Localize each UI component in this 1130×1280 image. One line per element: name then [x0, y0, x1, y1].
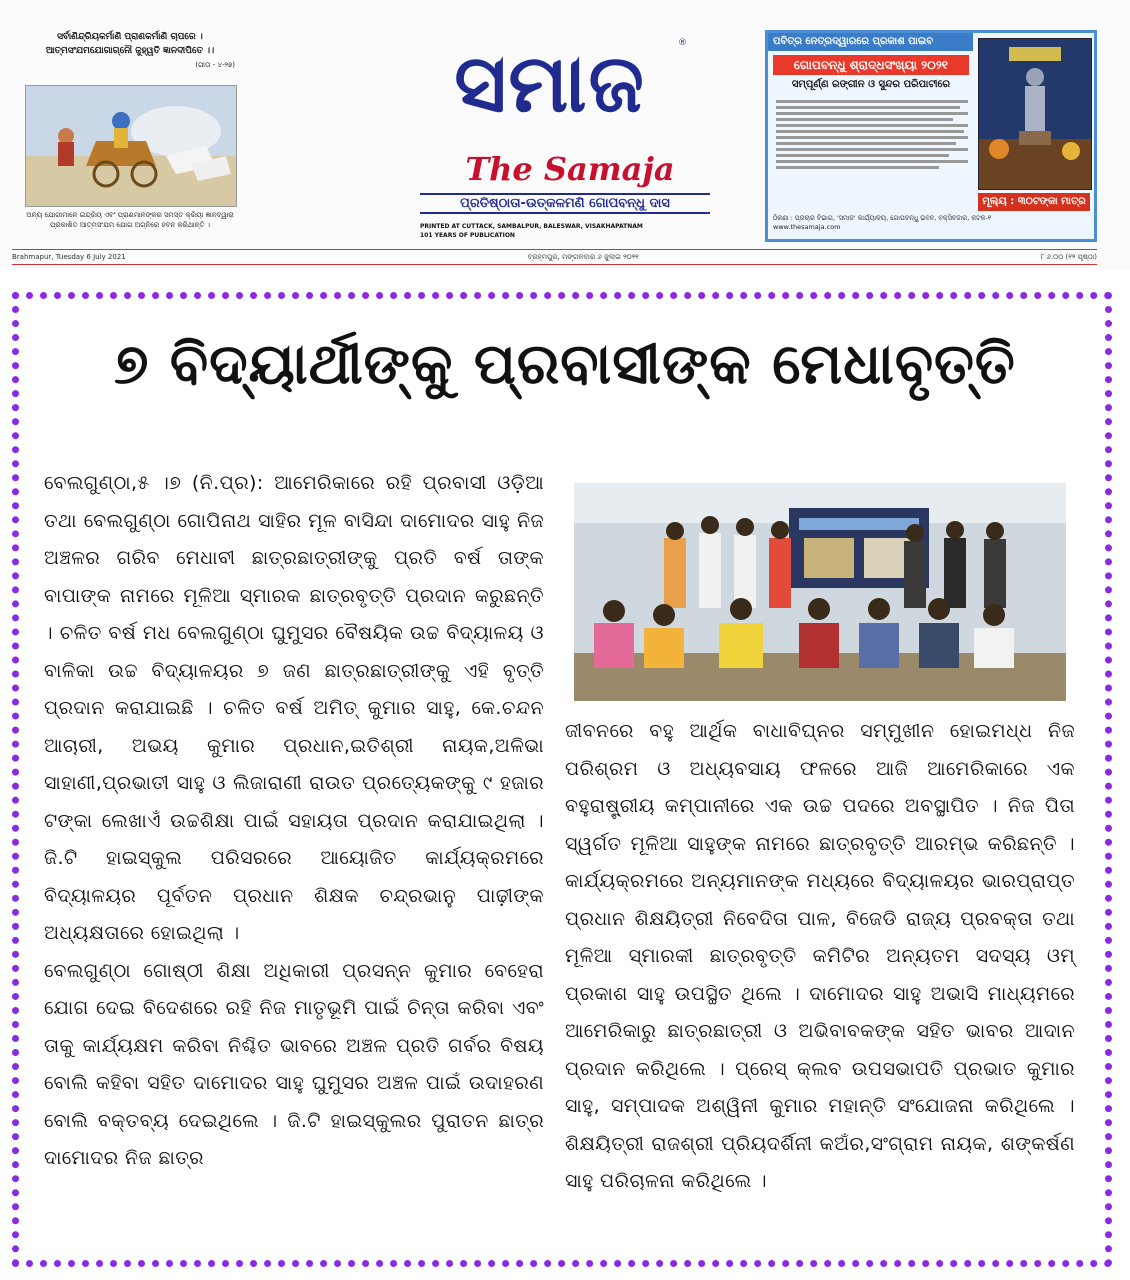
- years-of-publication: 101 YEARS OF PUBLICATION: [420, 232, 515, 239]
- article-paragraph: ବେଲଗୁଣ୍ଠା ଗୋଷ୍ଠୀ ଶିକ୍ଷା ଅଧିକାରୀ ପ୍ରସନ୍ନ କୁମାର ବେହେରା ଯୋଗ ଦେଇ ବିଦେଶରେ ରହି ନିଜ ମାତୃଭୂମି ପାଇଁ ଚିନ୍ତା କରିବା ଏବଂ ତାକୁ କାର୍ଯ୍ୟକ୍ଷମ କରିବା ନିଶ୍ଚିତ ଭାବରେ ଅଞ୍ଚଳ ପ୍ରତି ଗର୍ବର ବିଷୟ ବୋଲି କହିବା ସହିତ ଦାମୋଦର ସାହୁ ଘୁମୁସର ଅଞ୍ଚଳ ପାଇଁ ଉଦାହରଣ ବୋଲି ବକ୍ତବ୍ୟ ଦେଇଥିଲେ । ଜି.ଟି ହାଇସ୍କୁଲର ପୁରାତନ ଛାତ୍ର ଦାମୋଦର ନିଜ ଛାତ୍ର: [44, 959, 544, 1169]
- quote-reference: (ଗୀତା - ୪-୨୭): [195, 61, 235, 69]
- masthead: [0, 0, 1130, 270]
- registered-mark: ®: [678, 38, 687, 48]
- price-pages: ୮ ୬.୦୦ (୧୨ ପୃଷ୍ଠା): [1040, 253, 1097, 261]
- ad-price: ମୂଲ୍ୟ : ୩୦ଟଙ୍କା ମାତ୍ର: [978, 193, 1090, 211]
- gopabandhu-statue-cover: [978, 38, 1092, 190]
- quote-line-2: ଆତ୍ମସଂଯମଯୋଗାଗ୍ନୌ ଜୁହ୍ୱତି ଜ୍ଞାନଦୀପିତେ ।।: [45, 46, 215, 56]
- ad-body-text: [776, 97, 968, 172]
- dateline-strip: [12, 249, 1097, 265]
- quote-line-1: ସର୍ବାଣିନ୍ଦ୍ରିୟକର୍ମାଣି ପ୍ରାଣକର୍ମାଣି ଚାପରେ ।: [57, 32, 203, 42]
- ad-subtitle: ସମ୍ପୂର୍ଣ୍ଣ ରଙ୍ଗୀନ ଓ ସୁନ୍ଦର ପରିପାଟୀରେ: [791, 79, 951, 90]
- ad-contact: [773, 214, 1089, 232]
- ad-website: www.thesamaja.com: [773, 223, 841, 231]
- newspaper-logo-english: The Samaja: [465, 150, 675, 188]
- article-headline: ୭ ବିଦ୍ୟାର୍ଥୀଙ୍କୁ ପ୍ରବାସୀଙ୍କ ମେଧାବୃତ୍ତି: [114, 332, 1016, 397]
- ceremony-photo-svg: [574, 483, 1066, 701]
- ad-title: ଗୋପବନ୍ଧୁ ଶ୍ରାଦ୍ଧସଂଖ୍ୟା ୨୦୨୧: [773, 55, 969, 75]
- statue-cover-svg: [979, 39, 1091, 189]
- article-paragraph: ଜୀବନରେ ବହୁ ଆର୍ଥିକ ବାଧାବିଘ୍ନର ସମ୍ମୁଖୀନ ହୋଇମଧ୍ଧ ନିଜ ପରିଶ୍ରମ ଓ ଅଧ୍ୟବସାୟ ଫଳରେ ଆଜି ଆମେରିକାରେ ଏକ ବହୁରାଷ୍ଟ୍ରୀୟ କମ୍ପାନୀରେ ଏକ ଉଚ୍ଚ ପଦରେ ଅବସ୍ଥାପିତ । ନିଜ ପିତା ସ୍ୱର୍ଗତ ମୂଳିଆ ସାହୁଙ୍କ ନାମରେ ଛାତ୍ରବୃତ୍ତି ଆରମ୍ଭ କରିଛନ୍ତି । କାର୍ଯ୍ୟକ୍ରମରେ ଅନ୍ୟମାନଙ୍କ ମଧ୍ୟରେ ବିଦ୍ୟାଳୟର ଭାରପ୍ରାପ୍ତ ପ୍ରଧାନ ଶିକ୍ଷୟିତ୍ରୀ ନିବେଦିତା ପାଳ, ବିଜେଡି ରାଜ୍ୟ ପ୍ରବକ୍ତା ତଥା ମୂଳିଆ ସ୍ମାରକୀ ଛାତ୍ରବୃତ୍ତି କମିଟିର ଅନ୍ୟତମ ସଦସ୍ୟ ଓମ୍ ପ୍ରକାଶ ସାହୁ ଉପସ୍ଥିତ ଥିଲେ । ଦାମୋଦର ସାହୁ ଅଭାସି ମାଧ୍ୟମରେ ଆମେରିକାରୁ ଛାତ୍ରଛାତ୍ରୀ ଓ ଅଭିବାବକଙ୍କ ସହିତ ଭାବର ଆଦାନ ପ୍ରଦାନ କରିଥିଲେ । ପ୍ରେସ୍ କ୍ଲବ ଉପସଭାପତି ପ୍ରଭାତ କୁମାର ସାହୁ, ସମ୍ପାଦକ ଅଶ୍ୱିନୀ କୁମାର ମହାନ୍ତି ସଂଯୋଜନା କରିଥିଲେ । ଶିକ୍ଷୟିତ୍ରୀ ରାଜଶ୍ରୀ ପ୍ରିୟଦର୍ଶିନୀ କଅଁର,ସଂଗ୍ରାମ ନାୟକ, ଶଙ୍କର୍ଷଣ ସାହୁ ପରିଚାଳନା କରିଥିଲେ ।: [565, 720, 1075, 1192]
- scholarship-ceremony-photo: [574, 483, 1066, 701]
- ad-topline: ପବିତ୍ର ନେତ୍ରଦ୍ୱାରରେ ପ୍ରକାଶ ପାଇବ: [768, 33, 973, 51]
- gita-quote: [25, 30, 235, 72]
- dateline-english: Brahmapur, Tuesday 6 July 2021: [12, 253, 126, 261]
- article-paragraph: ବେଲଗୁଣ୍ଠା,୫ ।୭ (ନି.ପ୍ର): ଆମେରିକାରେ ରହି ପ୍ରବାସୀ ଓଡ଼ିଆ ତଥା ବେଲଗୁଣ୍ଠା ଗୋପିନାଥ ସାହିର ମୂଳ ବାସିନ୍ଦା ଦାମୋଦର ସାହୁ ନିଜ ଅଞ୍ଚଳର ଗରିବ ମେଧାବୀ ଛାତ୍ରଛାତ୍ରୀଙ୍କୁ ପ୍ରତି ବର୍ଷ ତାଙ୍କ ବାପାଙ୍କ ନାମରେ ମୂଳିଆ ସ୍ମାରକ ଛାତ୍ରବୃତ୍ତି ପ୍ରଦାନ କରୁଛନ୍ତି । ଚଳିତ ବର୍ଷ ମଧ ବେଲଗୁଣ୍ଠା ଘୁମୁସର ବୈଷୟିକ ଉଚ୍ଚ ବିଦ୍ୟାଳୟ ଓ ବାଳିକା ଉଚ୍ଚ ବିଦ୍ୟାଳୟର ୭ ଜଣ ଛାତ୍ରଛାତ୍ରୀଙ୍କୁ ଏହି ବୃତ୍ତି ପ୍ରଦାନ କରାଯାଇଛି । ଚଳିତ ବର୍ଷ ଅମିତ୍ କୁମାର ସାହୁ, କେ.ଚନ୍ଦନ ଆଚାରୀ, ଅଭୟ କୁମାର ପ୍ରଧାନ,ଇତିଶ୍ରୀ ନାୟକ,ଅଳିଭା ସାହାଣୀ,ପ୍ରଭାତୀ ସାହୁ ଓ ଲିଜାରାଣୀ ରାଉତ ପ୍ରତ୍ୟେକଙ୍କୁ ୯ ହଜାର ଟଙ୍କା ଲେଖାଏଁ ଉଚ୍ଚଶିକ୍ଷା ପାଇଁ ସହାୟତା ପ୍ରଦାନ କରାଯାଇଥିଲା । ଜି.ଟି ହାଇସ୍କୁଲ ପରିସରରେ ଆୟୋଜିତ କାର୍ଯ୍ୟକ୍ରମରେ ବିଦ୍ୟାଳୟର ପୂର୍ବତନ ପ୍ରଧାନ ଶିକ୍ଷକ ଚନ୍ଦ୍ରଭାନୁ ପାଢ଼ୀଙ୍କ ଅଧ୍ୟକ୍ଷତାରେ ହୋଇଥିଲା ।: [44, 472, 544, 944]
- article-column-right: [565, 713, 1075, 1201]
- ad-address: ଠିକଣା : ପ୍ରଚାର ବିଭାଗ, 'ସମାଜ' କାର୍ଯ୍ୟାଳୟ, ଗୋପବନ୍ଧୁ ଭବନ, ବକ୍ସିବଜାର, କଟକ-୧: [773, 214, 992, 222]
- chariot-illustration-svg: [26, 86, 236, 206]
- article-column-left: [44, 465, 544, 1178]
- illustration-caption: ଅନ୍ୟ ଯୋଗୀମାନେ ଇନ୍ଦ୍ରିୟ ଏବଂ ପ୍ରାଣମାନଙ୍କର ସମସ୍ତ କ୍ରିୟା ଜ୍ଞାନଦ୍ୱାରା ପ୍ରକାଶିତ ଆତ୍ମସଂଯମ ଯୋଗ ଅଗ୍ନିରେ ହବନ କରିଥାନ୍ତି ।: [26, 211, 234, 229]
- special-issue-advertisement: [765, 30, 1097, 242]
- chariot-illustration: [25, 85, 237, 207]
- founder-tagline: ପ୍ରତିଷ୍ଠାତା-ଉତ୍କଳମଣି ଗୋପବନ୍ଧୁ ଦାସ: [420, 193, 710, 214]
- newspaper-logo: ସମାଜ: [454, 36, 646, 130]
- dateline-odia: ବ୍ରହ୍ମପୁର, ମଙ୍ଗଳବାର ୬ ଜୁଲାଇ ୨୦୨୧: [527, 253, 639, 261]
- print-info: [420, 222, 710, 240]
- printed-at-text: PRINTED AT CUTTACK, SAMBALPUR, BALESWAR, VISAKHAPATNAM: [420, 223, 643, 230]
